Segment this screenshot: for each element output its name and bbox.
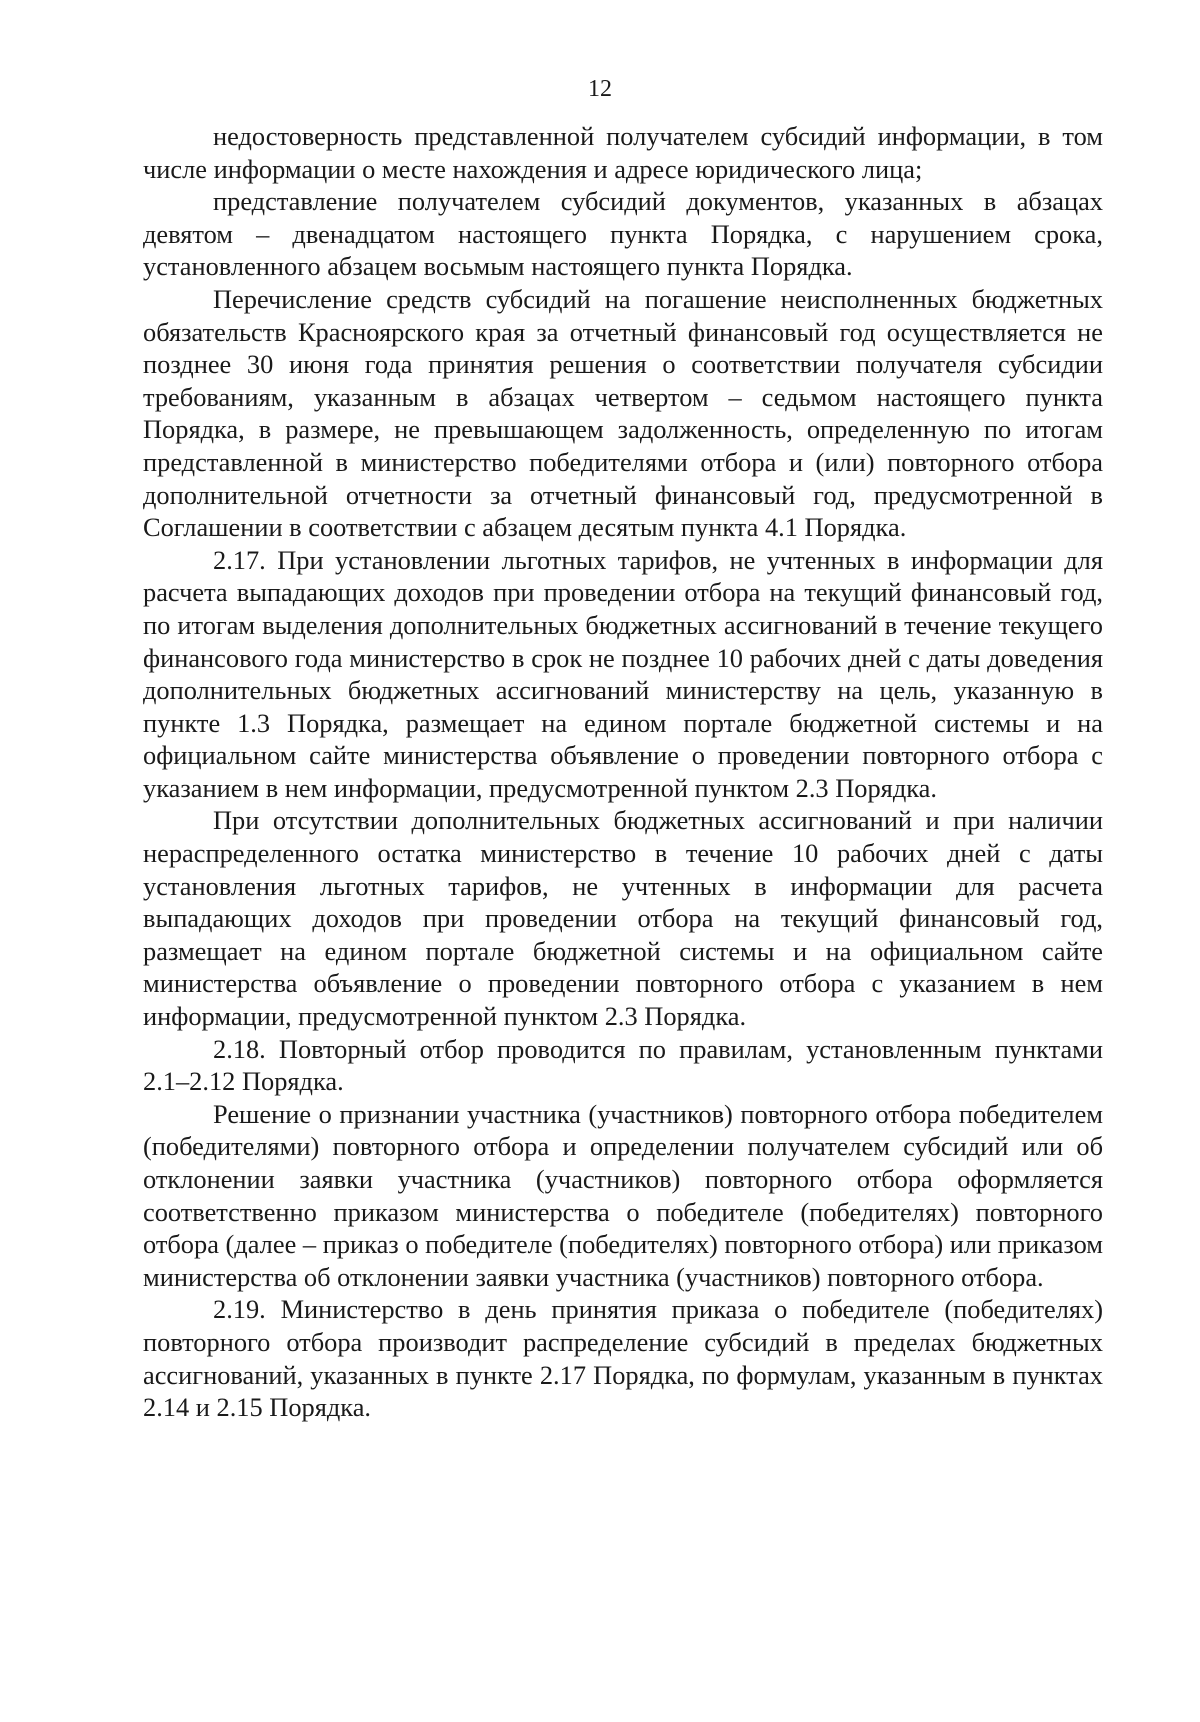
paragraph-unreliable-info: недостоверность представленной получателем субсидий информации, в том числе информации о месте нахождения и адресе юридического лица;: [143, 121, 1103, 184]
paragraph-clause-2-19: 2.19. Министерство в день принятия приказа о победителе (победителях) повторного отбора производит распределение субсидий в пределах бюджетных ассигнований, указанных в пункте 2.17 Порядка, по формулам, указанным в пунктах 2.14 и 2.15 Порядка.: [143, 1294, 1103, 1423]
paragraph-transfer-of-funds: Перечисление средств субсидий на погашение неисполненных бюджетных обязательств Красноярского края за отчетный финансовый год осуществляется не позднее 30 июня года принятия решения о соответствии получателя субсидии требованиям, указанным в абзацах четвертом – седьмом настоящего пункта Порядка, в размере, не превышающем задолженность, определенную по итогам представленной в министерство победителями отбора и (или) повторного отбора дополнительной отчетности за отчетный финансовый год, предусмотренной в Соглашении в соответствии с абзацем десятым пункта 4.1 Порядка.: [143, 283, 1103, 543]
document-body: [143, 120, 1103, 1424]
paragraph-decision-on-winners: Решение о признании участника (участников) повторного отбора победителем (победителями) повторного отбора и определении получателем субсидий или об отклонении заявки участника (участников) повторного отбора оформляется соответственно приказом министерства о победителе (победителях) повторного отбора (далее – приказ о победителе (победителях) повторного отбора) или приказом министерства об отклонении заявки участника (участников) повторного отбора.: [143, 1098, 1103, 1292]
paragraph-clause-2-18: 2.18. Повторный отбор проводится по правилам, установленным пунктами 2.1–2.12 Порядка.: [143, 1033, 1103, 1097]
paragraph-clause-2-17: 2.17. При установлении льготных тарифов, не учтенных в информации для расчета выпадающих доходов при проведении отбора на текущий финансовый год, по итогам выделения дополнительных бюджетных ассигнований в течение текущего финансового года министерство в срок не позднее 10 рабочих дней с даты доведения дополнительных бюджетных ассигнований министерству на цель, указанную в пункте 1.3 Порядка, размещает на едином портале бюджетной системы и на официальном сайте министерства объявление о проведении повторного отбора с указанием в нем информации, предусмотренной пунктом 2.3 Порядка.: [143, 544, 1103, 803]
page-number: 12: [588, 76, 612, 102]
paragraph-no-additional-allocations: При отсутствии дополнительных бюджетных ассигнований и при наличии нераспределенного остатка министерство в течение 10 рабочих дней с даты установления льготных тарифов, не учтенных в информации для расчета выпадающих доходов при проведении отбора на текущий финансовый год, размещает на едином портале бюджетной системы и на официальном сайте министерства объявление о проведении повторного отбора с указанием в нем информации, предусмотренной пунктом 2.3 Порядка.: [143, 805, 1103, 1032]
paragraph-late-documents: представление получателем субсидий документов, указанных в абзацах девятом – двенадцатом настоящего пункта Порядка, с нарушением срока, установленного абзацем восьмым настоящего пункта Порядка.: [143, 186, 1103, 282]
